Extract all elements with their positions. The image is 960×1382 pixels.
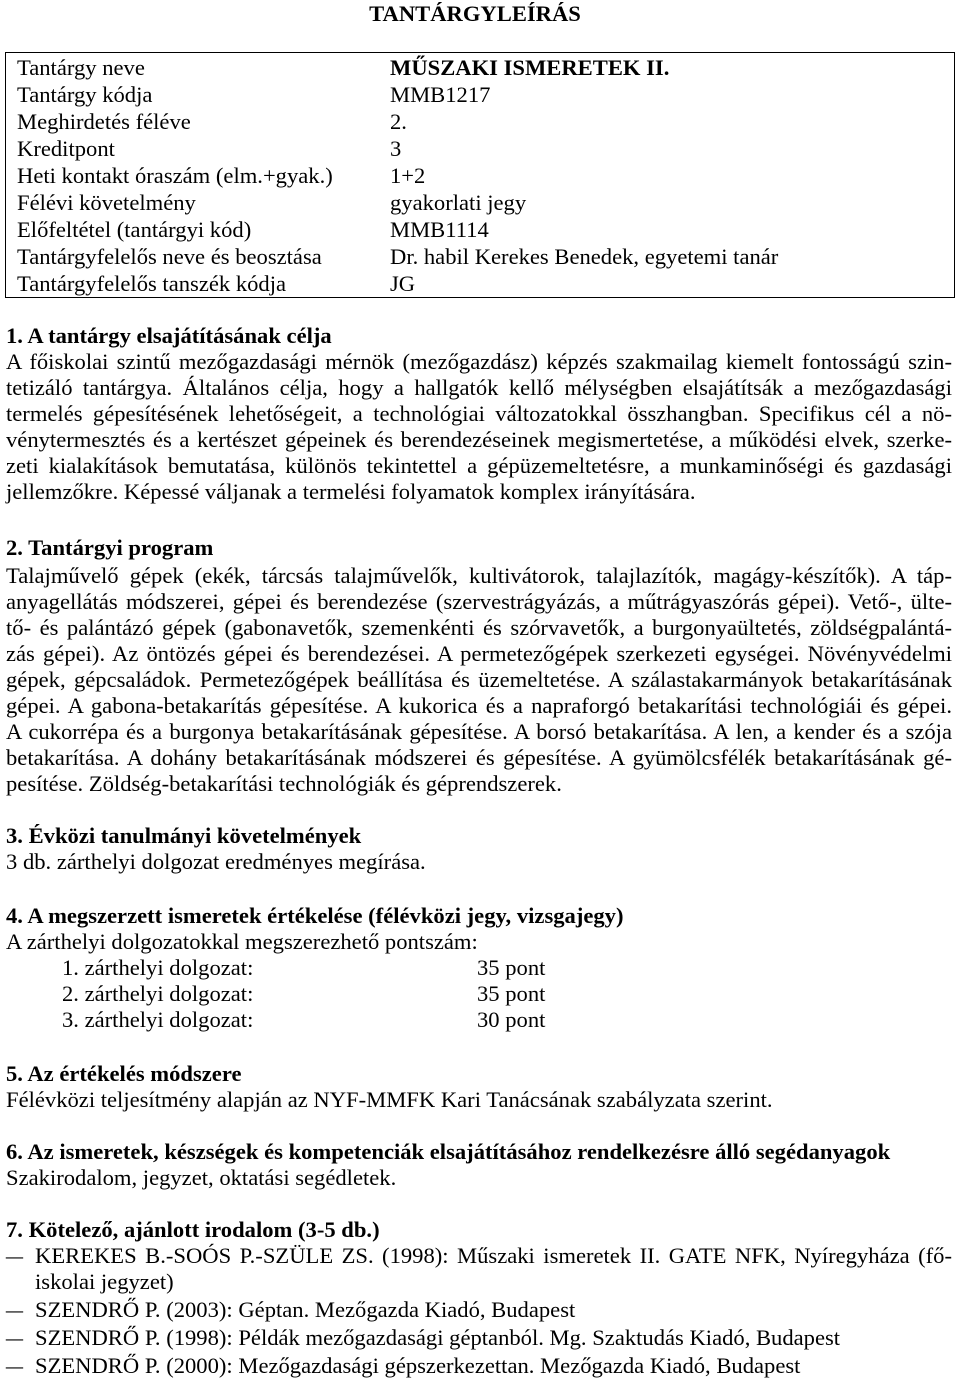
- section-paragraph: [6, 1087, 952, 1113]
- paragraph-line: 3 db. zárthelyi dolgozat eredményes megírása.: [6, 849, 426, 874]
- paragraph-line: pesítése. Zöldség-betakarítási technológiák és géprendszerek.: [6, 771, 562, 796]
- info-value: 3: [390, 136, 402, 161]
- info-row-weekly-hours: [6, 162, 954, 189]
- score-points: 35 pont: [477, 981, 546, 1006]
- paragraph-line: betakarítása. A dohány betakarításának módszerei és gépesítése. A gyümölcsfélék betakarításának gé-: [6, 745, 952, 770]
- section-assessment: [6, 903, 952, 1033]
- info-row-prerequisite: [6, 216, 954, 243]
- info-label: Tantárgy neve: [17, 55, 145, 80]
- reference-item: [6, 1297, 952, 1323]
- info-row-credits: [6, 135, 954, 162]
- paragraph-line: Szakirodalom, jegyzet, oktatási segédletek.: [6, 1165, 397, 1190]
- section-evaluation-method: [6, 1061, 952, 1113]
- info-label: Tantárgyfelelős tanszék kódja: [17, 271, 287, 296]
- section-heading: 4. A megszerzett ismeretek értékelése (félévközi jegy, vizsgajegy): [6, 903, 624, 928]
- dash-bullet-icon: –: [6, 1243, 23, 1268]
- section-paragraph: [6, 849, 952, 875]
- reference-item: [6, 1325, 952, 1351]
- reference-line: SZENDRŐ P. (1998): Példák mezőgazdasági géptanból. Mg. Szaktudás Kiadó, Budapest: [35, 1325, 841, 1350]
- info-value: gyakorlati jegy: [390, 190, 527, 215]
- info-row-course-name: [6, 54, 954, 81]
- paragraph-line: zeti kialakítások bemutatása, különös tekintettel a gépüzemeltetésre, a munkaminőségi és gazdasági: [6, 453, 952, 478]
- paragraph-line: vénytermesztés és a kertészet gépeinek és berendezéseinek megismertetése, a működési elvek, szerke-: [6, 427, 952, 452]
- score-points: 30 pont: [477, 1007, 546, 1032]
- reference-list: [6, 1243, 952, 1379]
- section-paragraph: [6, 1165, 952, 1191]
- score-points: 35 pont: [477, 955, 546, 980]
- paragraph-line: A cukorrépa és a burgonya betakarításának gépesítése. A borsó betakarítása. A len, a kender és a szója: [6, 719, 952, 744]
- info-value: MMB1217: [390, 82, 491, 107]
- paragraph-line: Félévközi teljesítmény alapján az NYF-MMFK Kari Tanácsának szabályzata szerint.: [6, 1087, 773, 1112]
- section-heading: 5. Az értékelés módszere: [6, 1061, 242, 1086]
- dash-bullet-icon: –: [6, 1297, 23, 1322]
- paragraph-line: jellemzőkre. Képessé váljanak a termelési folyamatok komplex irányítására.: [6, 479, 696, 504]
- section-literature: [6, 1217, 952, 1379]
- paragraph-line: anyagellátás módszerei, gépei és berendezése (szervestrágyázás, a műtrágyaszórás gépei). Vető-, ülte-: [6, 589, 952, 614]
- section-heading: 6. Az ismeretek, készségek és kompetenciák elsajátításához rendelkezésre álló segédanyagok: [6, 1139, 891, 1164]
- score-row: [6, 955, 952, 981]
- course-info-table: [5, 52, 955, 298]
- reference-line: SZENDRŐ P. (2000): Mezőgazdasági gépszerkezettan. Mezőgazda Kiadó, Budapest: [35, 1353, 801, 1378]
- paragraph-line: gépek, gépcsaládok. Permetezőgépek beállítása és üzemeltetése. A szálastakarmányok betakarításának: [6, 667, 952, 692]
- section-heading: 3. Évközi tanulmányi követelmények: [6, 823, 362, 848]
- section-course-program: [6, 535, 952, 797]
- info-value: MMB1114: [390, 217, 489, 242]
- info-label: Tantárgyfelelős neve és beosztása: [17, 244, 322, 269]
- info-value: 2.: [390, 109, 407, 134]
- section-learning-materials: [6, 1139, 952, 1191]
- info-label: Félévi követelmény: [17, 190, 196, 215]
- info-row-requirement: [6, 189, 954, 216]
- reference-item: [6, 1353, 952, 1379]
- section-heading: 7. Kötelező, ajánlott irodalom (3-5 db.): [6, 1217, 380, 1242]
- paragraph-line: A főiskolai szintű mezőgazdasági mérnök (mezőgazdász) képzés szakmailag kiemelt fontosságú szin-: [6, 349, 952, 374]
- info-row-department-code: [6, 270, 954, 297]
- score-label: 3. zárthelyi dolgozat:: [62, 1007, 254, 1032]
- score-intro: A zárthelyi dolgozatokkal megszerezhető pontszám:: [6, 929, 478, 954]
- score-label: 1. zárthelyi dolgozat:: [62, 955, 254, 980]
- info-label: Kreditpont: [17, 136, 115, 161]
- document-title: TANTÁRGYLEÍRÁS: [369, 1, 581, 26]
- reference-line: SZENDRŐ P. (2003): Géptan. Mezőgazda Kiadó, Budapest: [35, 1297, 576, 1322]
- section-paragraph: [6, 563, 952, 797]
- reference-line: iskolai jegyzet): [35, 1269, 174, 1294]
- reference-item: [6, 1243, 952, 1295]
- info-value: MŰSZAKI ISMERETEK II.: [390, 55, 670, 80]
- info-row-course-code: [6, 81, 954, 108]
- section-course-goal: [6, 323, 952, 505]
- info-label: Tantárgy kódja: [17, 82, 153, 107]
- info-value: Dr. habil Kerekes Benedek, egyetemi tanár: [390, 244, 779, 269]
- dash-bullet-icon: –: [6, 1353, 23, 1378]
- info-label: Meghirdetés féléve: [17, 109, 191, 134]
- info-label: Heti kontakt óraszám (elm.+gyak.): [17, 163, 333, 188]
- paragraph-line: Talajművelő gépek (ekék, tárcsás talajművelők, kultivátorok, talajlazítók, magágy-készítők). A táp-: [6, 563, 952, 588]
- section-heading: 1. A tantárgy elsajátításának célja: [6, 323, 332, 348]
- paragraph-line: zás gépei). Az öntözés gépei és berendezései. A permetezőgépek szerkezeti egységei. Növényvédelmi: [6, 641, 952, 666]
- score-row: [6, 981, 952, 1007]
- section-paragraph: [6, 349, 952, 505]
- section-heading: 2. Tantárgyi program: [6, 535, 214, 560]
- info-label: Előfeltétel (tantárgyi kód): [17, 217, 252, 242]
- info-row-semester: [6, 108, 954, 135]
- info-value: 1+2: [390, 163, 426, 188]
- score-label: 2. zárthelyi dolgozat:: [62, 981, 254, 1006]
- info-value: JG: [390, 271, 416, 296]
- paragraph-line: termelés gépesítésének lehetőségeit, a technológiai változatokkal összhangban. Specifikus cél a nö-: [6, 401, 952, 426]
- paragraph-line: gépei. A gabona-betakarítás gépesítése. A kukorica és a napraforgó betakarítási technológiái és gépei.: [6, 693, 952, 718]
- reference-line: KEREKES B.-SOÓS P.-SZÜLE ZS. (1998): Műszaki ismeretek II. GATE NFK, Nyíregyháza (fő-: [35, 1243, 952, 1268]
- section-term-requirements: [6, 823, 952, 875]
- info-row-responsible-person: [6, 243, 954, 270]
- paragraph-line: tő- és palántázó gépek (gabonavetők, szemenkénti és szórvavetők, a burgonyaültetés, zöldségpalántá-: [6, 615, 952, 640]
- score-row: [6, 1007, 952, 1033]
- dash-bullet-icon: –: [6, 1325, 23, 1350]
- paragraph-line: tetizáló tantárgya. Általános célja, hogy a hallgatók kellő mélységben elsajátítsák a mezőgazdasági: [6, 375, 952, 400]
